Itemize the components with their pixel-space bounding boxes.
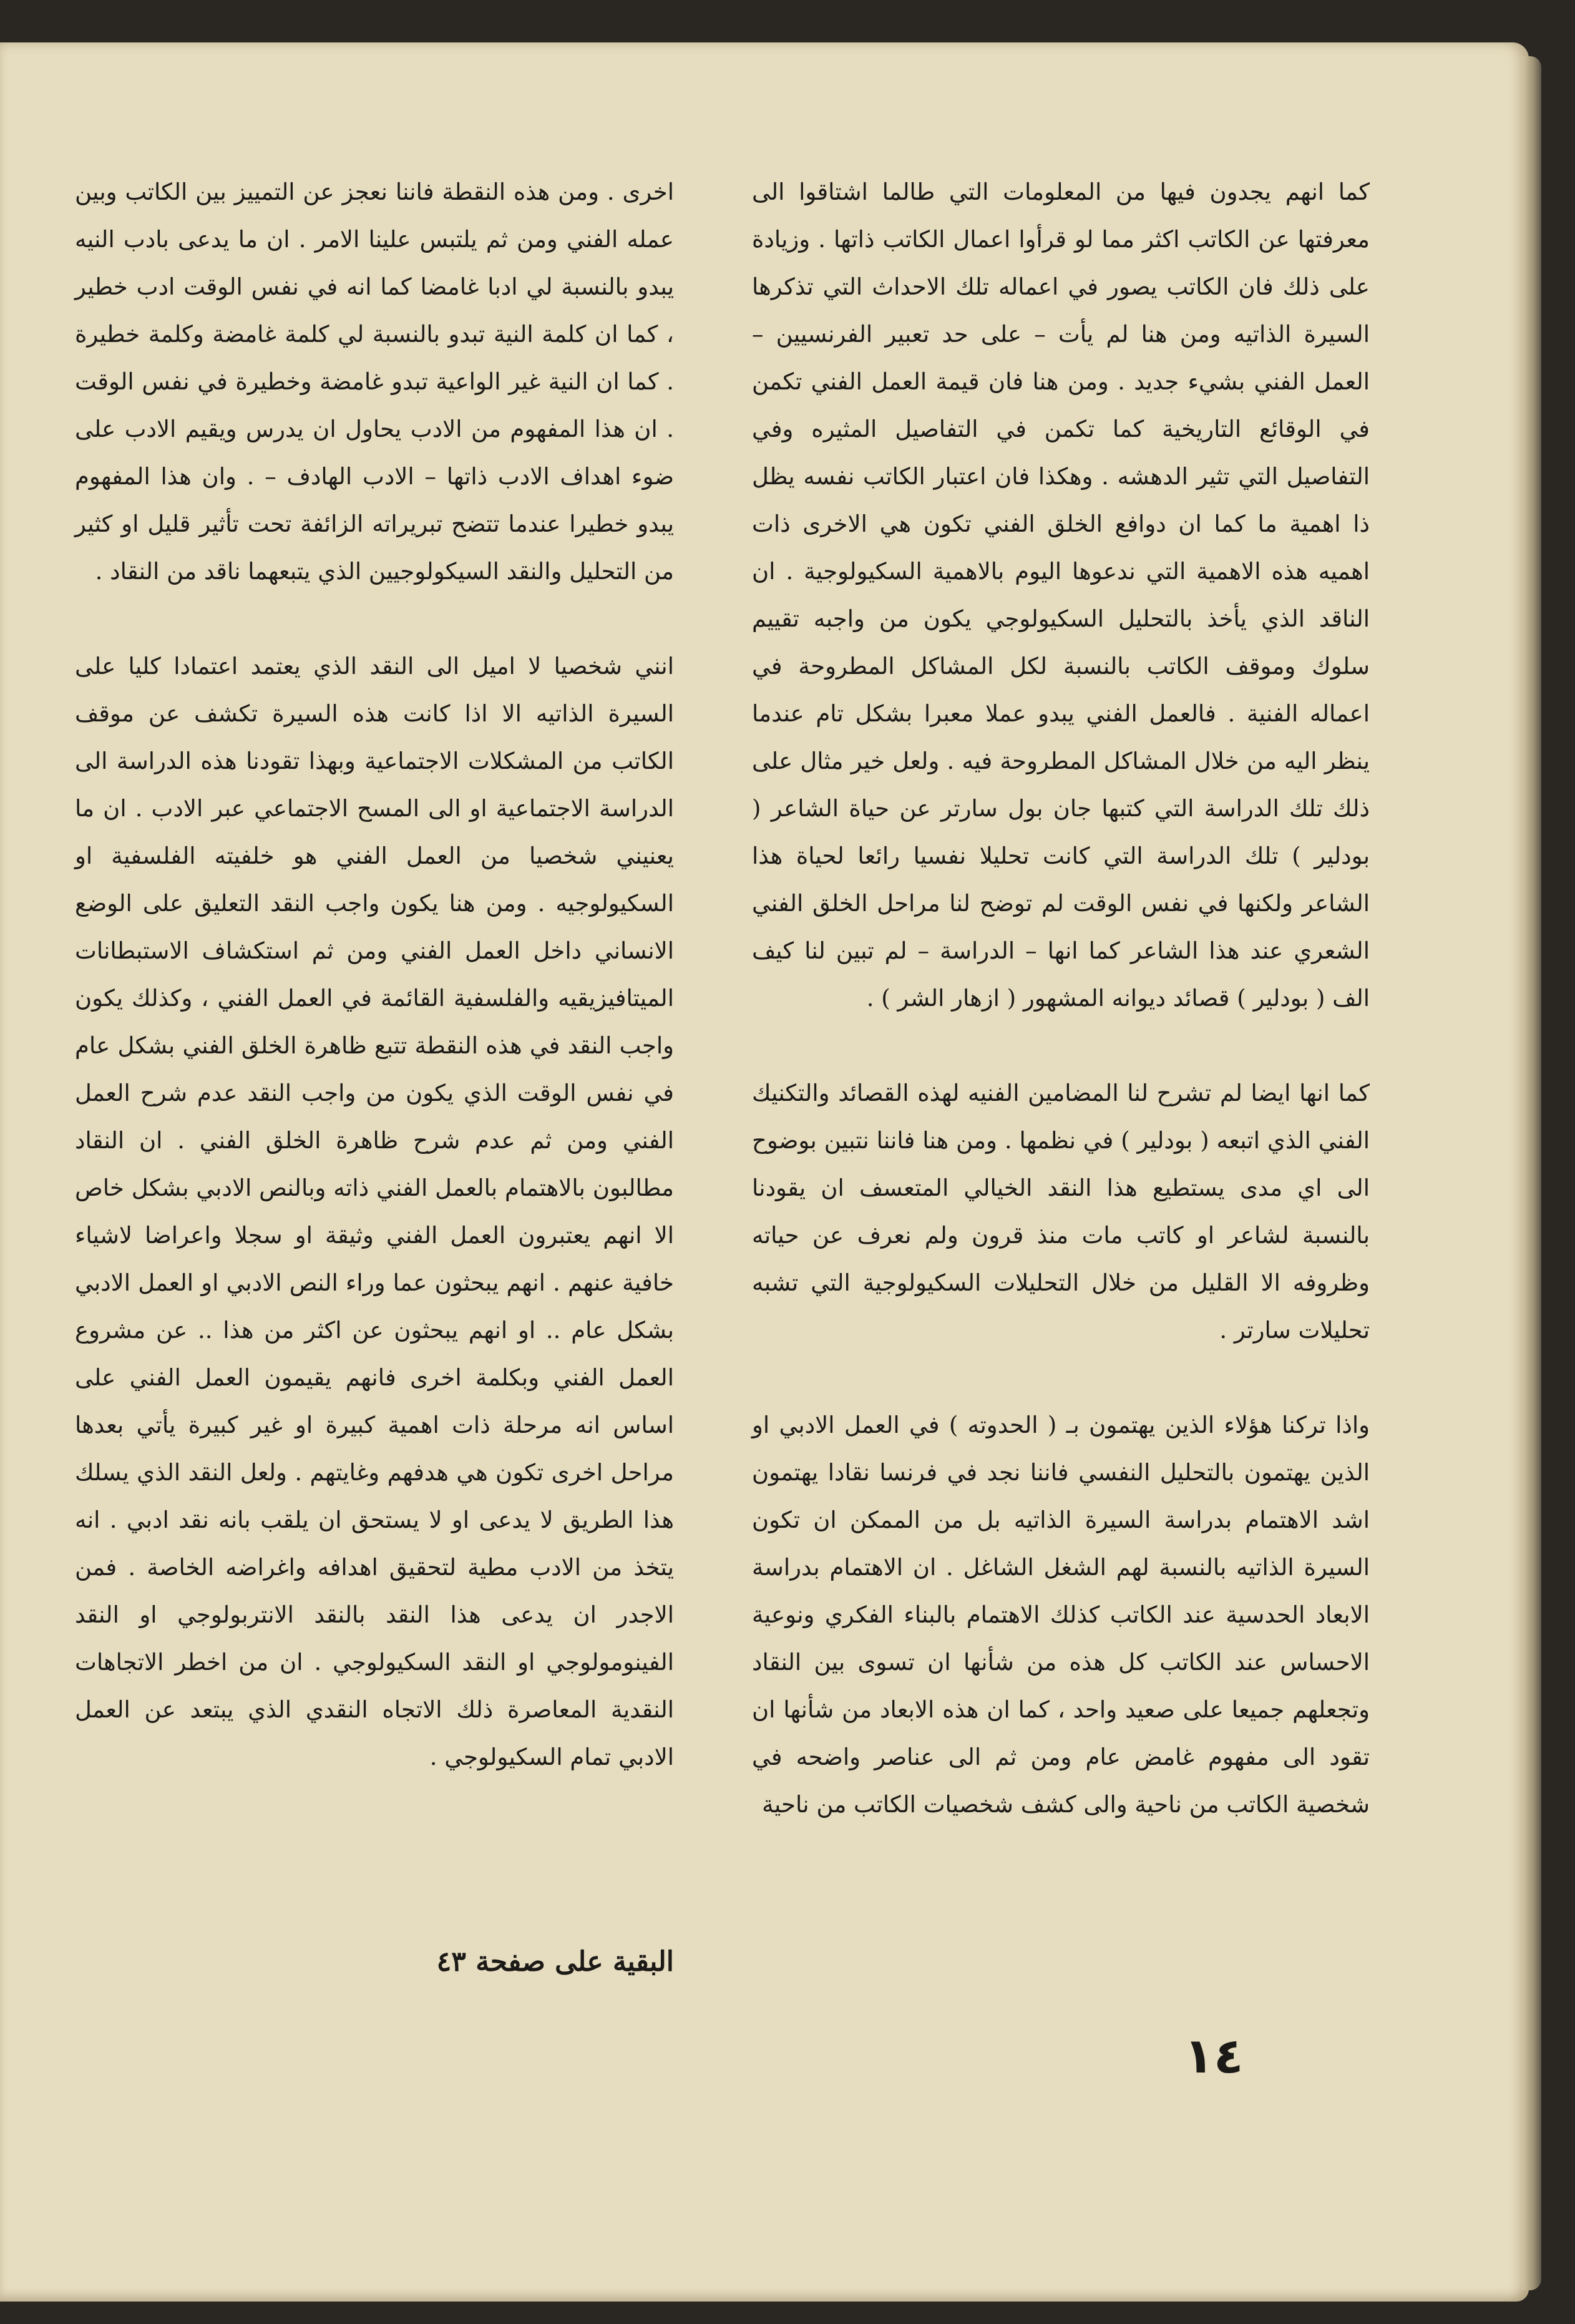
paragraph: اخرى . ومن هذه النقطة فاننا نعجز عن التمييز بين الكاتب وبين عمله الفني ومن ثم يلتبس علينا الامر . ان ما يدعى بادب النيه يبدو بالنسبة لي ادبا غامضا كما انه في نفس الوقت ادب خطير ، كما ان كلمة النية تبدو بالنسبة لي كلمة غامضة وكلمة خطيرة . كما ان النية غير الواعية تبدو غامضة وخطيرة في نفس الوقت . ان هذا المفهوم من الادب يحاول ان يدرس ويقيم الادب على ضوء اهداف الادب ذاتها – الادب الهادف – . وان هذا المفهوم يبدو خطيرا عندما تتضح تبريراته الزائفة تحت تأثير قليل او كثير من التحليل والنقد السيكولوجيين الذي يتبعهما ناقد من النقاد . (75, 178, 674, 585)
article-column-left (75, 168, 674, 1781)
page-edge (1523, 56, 1541, 2290)
article-column-right (752, 168, 1370, 1828)
paragraph: انني شخصيا لا اميل الى النقد الذي يعتمد اعتمادا كليا على السيرة الذاتيه الا اذا كانت هذه السيرة تكشف عن موقف الكاتب من المشكلات الاجتماعية وبهذا تقودنا هذه الدراسة الى الدراسة الاجتماعية او الى المسح الاجتماعي عبر الادب . ان ما يعنيني شخصيا من العمل الفني هو خلفيته الفلسفية او السكيولوجيه . ومن هنا يكون واجب النقد التعليق على الوضع الانساني داخل العمل الفني ومن ثم استكشاف الاستبطانات الميتافيزيقيه والفلسفية القائمة في العمل الفني ، وكذلك يكون واجب النقد في هذه النقطة تتبع ظاهرة الخلق الفني بشكل عام في نفس الوقت الذي يكون من واجب النقد عدم شرح العمل الفني ومن ثم عدم شرح ظاهرة الخلق الفني . ان النقاد مطالبون بالاهتمام بالعمل الفني ذاته وبالنص الادبي بشكل خاص الا انهم يعتبرون العمل الفني وثيقة او سجلا واعراضا لاشياء خافية عنهم . انهم يبحثون عما وراء النص الادبي او العمل الادبي بشكل عام .. او انهم يبحثون عن اكثر من هذا .. عن مشروع العمل الفني وبكلمة اخرى فانهم يقيمون العمل الفني على اساس انه مرحلة ذات اهمية كبيرة او غير كبيرة يأتي بعدها مراحل اخرى تكون هي هدفهم وغايتهم . ولعل النقد الذي يسلك هذا الطريق لا يدعى او لا يستحق ان يلقب بانه نقد ادبي . انه يتخذ من الادب مطية لتحقيق اهدافه واغراضه الخاصة . فمن الاجدر ان يدعى هذا النقد بالنقد الانتربولوجي او النقد الفينومولوجي او النقد السكيولوجي . ان من اخطر الاتجاهات النقدية المعاصرة ذلك الاتجاه النقدي الذي يبتعد عن العمل الادبي تمام السكيولوجي . (75, 653, 674, 1770)
paragraph: كما انها ايضا لم تشرح لنا المضامين الفنيه لهذه القصائد والتكنيك الفني الذي اتبعه ( بودلير ) في نظمها . ومن هنا فاننا نتبين بوضوح الى اي مدى يستطيع هذا النقد الخيالي المتعسف ان يقودنا بالنسبة لشاعر او كاتب مات منذ قرون ولم نعرف عن حياته وظروفه الا القليل من خلال التحليلات السكيولوجية التي تشبه تحليلات سارتر . (752, 1080, 1370, 1344)
page-number: ١٤ (1184, 2028, 1244, 2084)
paragraph: واذا تركنا هؤلاء الذين يهتمون بـ ( الحدوته ) في العمل الادبي او الذين يهتمون بالتحليل النفسي فاننا نجد في فرنسا نقادا يهتمون اشد الاهتمام بدراسة السيرة الذاتيه بل من الممكن ان تكون السيرة الذاتيه بالنسبة لهم الشغل الشاغل . ان الاهتمام بدراسة الابعاد الحدسية عند الكاتب كذلك الاهتمام بالبناء الفكري ونوعية الاحساس عند الكاتب كل هذه من شأنها ان تسوى بين النقاد وتجعلهم جميعا على صعيد واحد ، كما ان هذه الابعاد من شأنها ان تقود الى مفهوم غامض عام ومن ثم الى عناصر واضحه في شخصية الكاتب من ناحية والى كشف شخصيات الكاتب من ناحية (752, 1412, 1370, 1818)
continued-note: البقية على صفحة ٤٣ (436, 1946, 674, 1978)
paragraph: كما انهم يجدون فيها من المعلومات التي طالما اشتاقوا الى معرفتها عن الكاتب اكثر مما لو قرأوا اعمال الكاتب ذاتها . وزيادة على ذلك فان الكاتب يصور في اعماله تلك الاحداث التي تذكرها السيرة الذاتيه ومن هنا لم يأت – على حد تعبير الفرنسيين – العمل الفني بشيء جديد . ومن هنا فان قيمة العمل الفني تكمن في الوقائع التاريخية كما تكمن في التفاصيل المثيره وفي التفاصيل التي تثير الدهشه . وهكذا فان اعتبار الكاتب نفسه يظل ذا اهمية ما كما ان دوافع الخلق الفني تكون هي الاخرى ذات اهميه هذه الاهمية التي ندعوها اليوم بالاهمية السكيولوجية . ان الناقد الذي يأخذ بالتحليل السكيولوجي يكون من واجبه تقييم سلوك وموقف الكاتب بالنسبة لكل المشاكل المطروحة في اعماله الفنية . فالعمل الفني يبدو عملا معبرا بشكل تام عندما ينظر اليه من خلال المشاكل المطروحة فيه . ولعل خير مثال على ذلك تلك الدراسة التي كتبها جان بول سارتر عن حياة الشاعر ( بودلير ) تلك الدراسة التي كانت تحليلا نفسيا رائعا لحياة هذا الشاعر ولكنها في نفس الوقت لم توضح لنا مراحل الخلق الفني الشعري عند هذا الشاعر كما انها – الدراسة – لم تبين لنا كيف الف ( بودلير ) قصائد ديوانه المشهور ( ازهار الشر ) . (752, 178, 1370, 1012)
